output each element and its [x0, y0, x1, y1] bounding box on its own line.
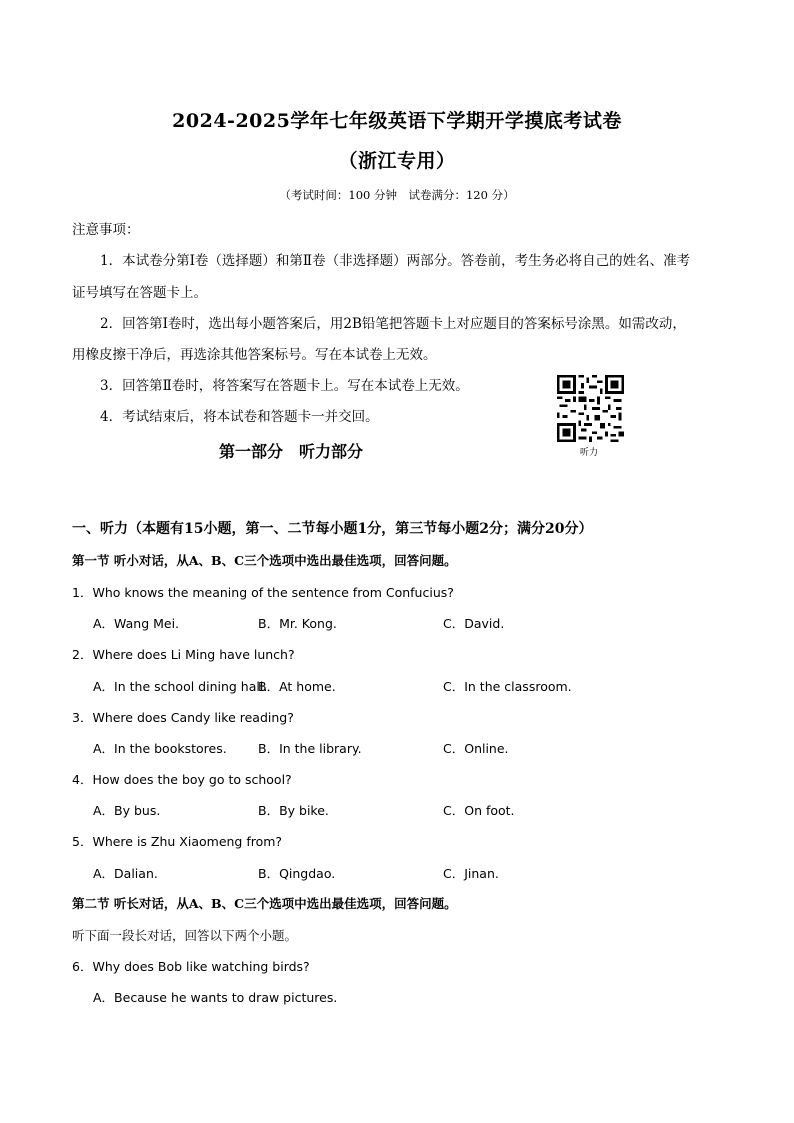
question-text: 3．Where does Candy like reading?: [72, 710, 294, 725]
option-a: A．Dalian.: [93, 866, 158, 881]
note-item-1-line-2: 证号填写在答题卡上。: [72, 285, 207, 301]
question-text: 2．Where does Li Ming have lunch?: [72, 647, 295, 662]
option-b: B．By bike.: [258, 803, 329, 818]
option-b: B．At home.: [258, 679, 336, 694]
option-a: A．In the bookstores.: [93, 741, 227, 756]
section-one-sub-2-note: 听下面一段长对话，回答以下两个小题。: [72, 928, 298, 943]
option-b: B．Qingdao.: [258, 866, 336, 881]
question-text: 4．How does the boy go to school?: [72, 772, 292, 787]
note-item-3: 3．回答第Ⅱ卷时，将答案写在答题卡上。写在本试卷上无效。: [100, 378, 469, 394]
section-one-heading: 一、听力（本题有15小题，第一、二节每小题1分，第三节每小题2分；满分20分）: [72, 521, 593, 537]
section-one-sub-1: 第一节 听小对话，从A、B、C三个选项中选出最佳选项，回答问题。: [72, 553, 457, 568]
option-c: C．Online.: [443, 741, 509, 756]
option-a: A．In the school dining hall.: [93, 679, 268, 694]
page-subtitle: （浙江专用）: [338, 150, 456, 172]
option-c: C．In the classroom.: [443, 679, 572, 694]
note-item-2-line-1: 2．回答第Ⅰ卷时，选出每小题答案后，用2B铅笔把答题卡上对应题目的答案标号涂黑。如需改动，: [100, 316, 686, 332]
section-one-sub-2: 第二节 听长对话，从A、B、C三个选项中选出最佳选项，回答问题。: [72, 896, 457, 911]
qr-code-icon: [557, 375, 624, 442]
option-b: B．In the library.: [258, 741, 362, 756]
question-text: 6．Why does Bob like watching birds?: [72, 959, 310, 974]
part-one-title: 第一部分 听力部分: [219, 442, 364, 461]
page-title: 2024-2025学年七年级英语下学期开学摸底考试卷: [172, 110, 622, 132]
question-text: 1．Who knows the meaning of the sentence from Confucius?: [72, 585, 454, 600]
option-c: C．Jinan.: [443, 866, 499, 881]
note-item-1-line-1: 1．本试卷分第Ⅰ卷（选择题）和第Ⅱ卷（非选择题）两部分。答卷前，考生务必将自己的姓名、准考: [100, 253, 691, 269]
note-item-2-line-2: 用橡皮擦干净后，再选涂其他答案标号。写在本试卷上无效。: [72, 347, 437, 363]
option-a: A．Because he wants to draw pictures.: [93, 990, 338, 1005]
question-text: 5．Where is Zhu Xiaomeng from?: [72, 834, 283, 849]
qr-caption: 听力: [580, 448, 599, 458]
note-item-4: 4．考试结束后，将本试卷和答题卡一并交回。: [100, 409, 379, 425]
option-c: C．David.: [443, 616, 505, 631]
notes-heading: 注意事项：: [72, 222, 140, 238]
option-b: B．Mr. Kong.: [258, 616, 337, 631]
option-a: A．Wang Mei.: [93, 616, 180, 631]
option-a: A．By bus.: [93, 803, 161, 818]
option-c: C．On foot.: [443, 803, 515, 818]
exam-info: （考试时间：100 分钟 试卷满分：120 分）: [279, 188, 515, 202]
